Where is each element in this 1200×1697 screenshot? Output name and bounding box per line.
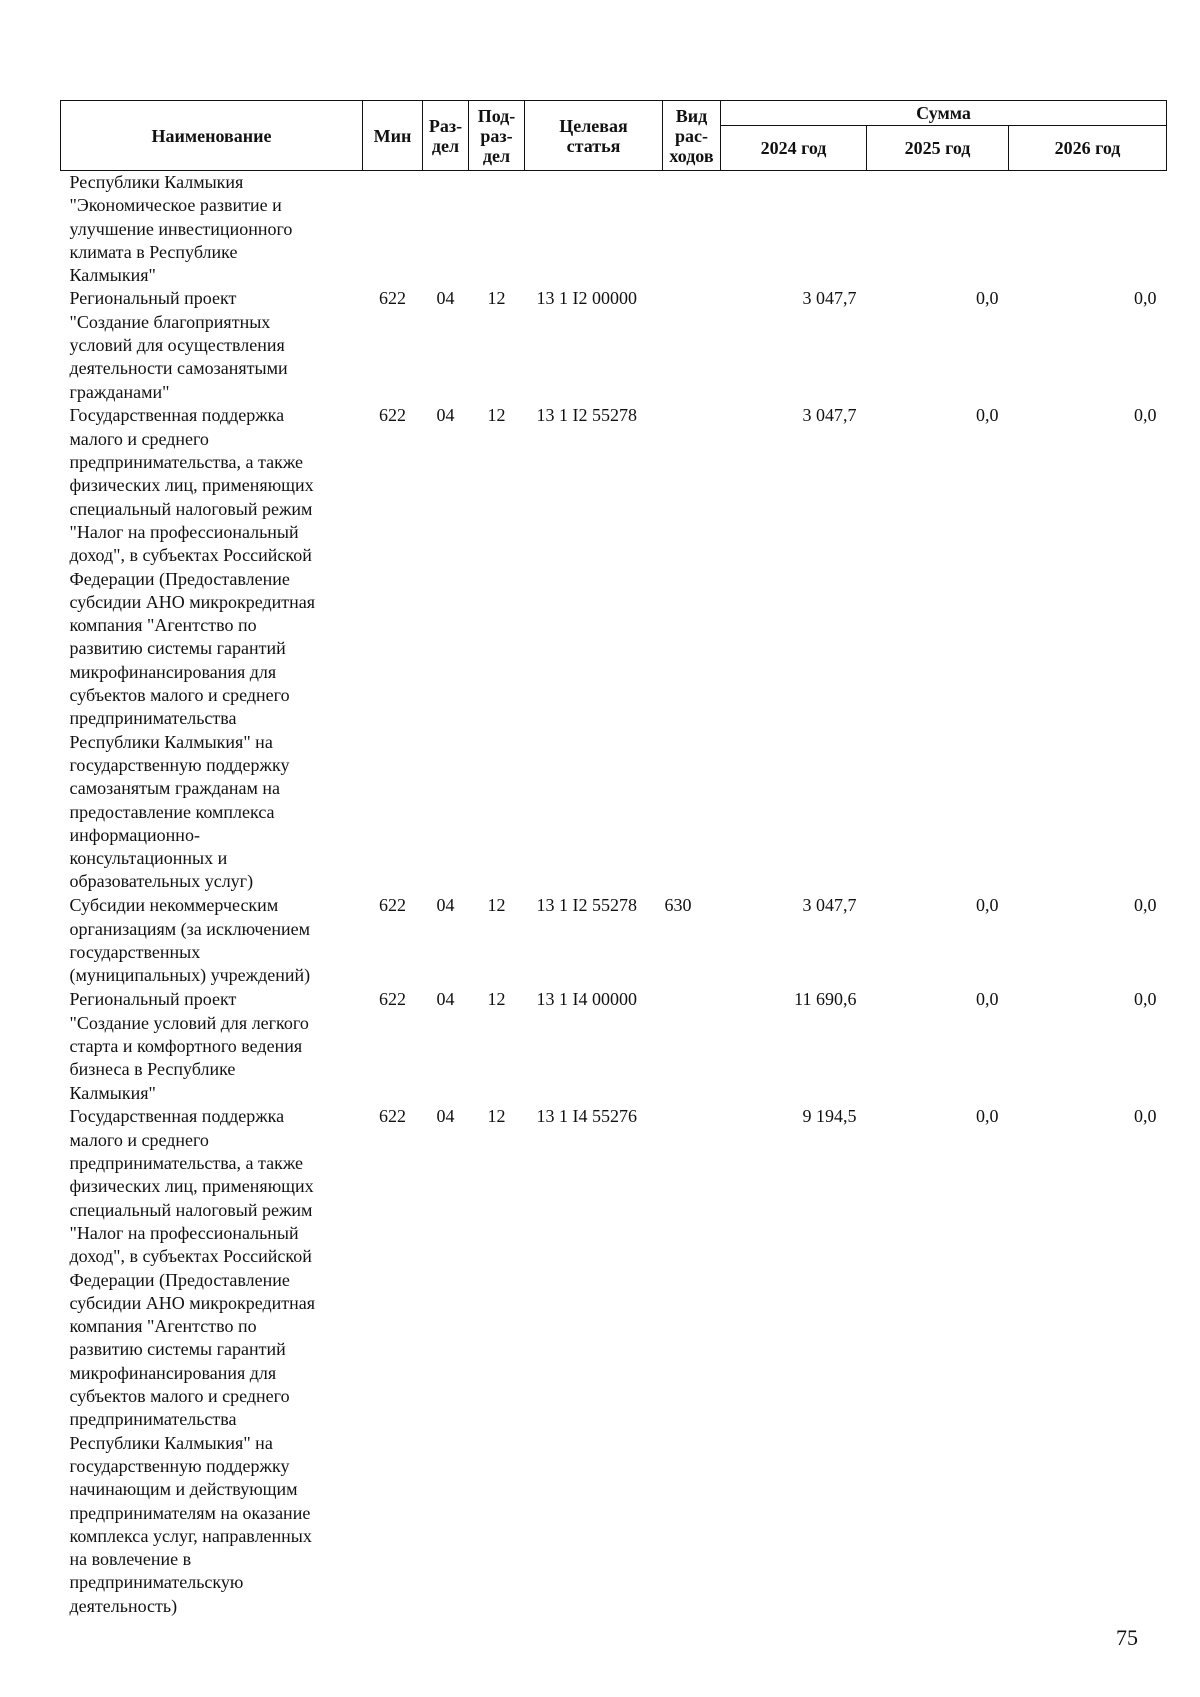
row-2026: 0,0: [1134, 989, 1157, 1010]
header-year-2026: 2026 год: [1009, 126, 1167, 171]
row-2025: 0,0: [976, 288, 999, 309]
row-name: Государственная поддержка малого и среднего предпринимательства, а также физических лиц, применяющих специальный налоговый режим "Налог на профессиональный доход", в субъектах Российской Федерации (Предоставление субсидии АНО микрокредитная компания "Агентство по развитию системы гарантий микрофинансирования для субъектов малого и среднего предпринимательства Республики Калмыкия" на государственную поддержку начинающим и действующим предпринимателям на оказание комплекса услуг, направленных на вовлечение в предпринимательскую деятельность): [69, 1106, 316, 1616]
page-number: 75: [1116, 1625, 1138, 1650]
row-name: Государственная поддержка малого и среднего предпринимательства, а также физических лиц, применяющих специальный налоговый режим "Налог на профессиональный доход", в субъектах Российской Федерации (Предоставление субсидии АНО микрокредитная компания "Агентство по развитию системы гарантий микрофинансирования для субъектов малого и среднего предпринимательства Республики Калмыкия" на государственную поддержку самозанятым гражданам на предоставление комплекса информационно- консультационных и образовательных услуг): [69, 405, 316, 892]
table-row: [61, 404, 1167, 894]
row-2025: 0,0: [976, 1106, 999, 1127]
row-vid: [663, 1105, 721, 1625]
header-year-2025: 2025 год: [867, 126, 1009, 171]
table-row: [61, 287, 1167, 404]
row-podrazdel: 12: [487, 895, 506, 916]
table-row: [61, 894, 1167, 988]
row-vid: [663, 404, 721, 894]
row-celevaya: [525, 171, 663, 288]
row-name: Республики Калмыкия "Экономическое развитие и улучшение инвестиционного климата в Республике Калмыкия": [69, 172, 293, 286]
row-podrazdel: 12: [487, 288, 506, 309]
header-podrazdel: [469, 101, 525, 171]
header-celevaya-text: Целевая статья: [559, 115, 628, 156]
header-razdel-text: Раз- дел: [428, 115, 463, 156]
row-min: 622: [379, 895, 406, 916]
row-celevaya: 13 1 I2 00000: [536, 288, 637, 309]
row-min: [363, 171, 423, 288]
row-2024: [721, 171, 867, 288]
row-razdel: [423, 171, 469, 288]
header-min: Мин: [363, 101, 423, 171]
row-2025: 0,0: [976, 405, 999, 426]
header-vid: [663, 101, 721, 171]
row-2024: 3 047,7: [802, 288, 857, 309]
row-2026: 0,0: [1134, 1106, 1157, 1127]
row-celevaya: 13 1 I2 55278: [536, 405, 637, 426]
row-name: Региональный проект "Создание благоприятных условий для осуществления деятельности самозанятыми гражданами": [69, 288, 288, 402]
row-razdel: 04: [436, 1106, 455, 1127]
row-2024: 3 047,7: [802, 895, 857, 916]
row-min: 622: [379, 1106, 406, 1127]
row-podrazdel: 12: [487, 1106, 506, 1127]
table-row: [61, 1105, 1167, 1625]
row-podrazdel: 12: [487, 405, 506, 426]
row-2026: 0,0: [1134, 288, 1157, 309]
row-2025: 0,0: [976, 989, 999, 1010]
row-2026: [1009, 171, 1167, 288]
row-razdel: 04: [436, 895, 455, 916]
row-min: 622: [379, 989, 406, 1010]
budget-table: [60, 100, 1167, 1625]
row-vid: [663, 988, 721, 1105]
row-2024: 9 194,5: [802, 1106, 857, 1127]
header-podrazdel-text: Под- раз- дел: [477, 105, 516, 166]
table-row: [61, 171, 1167, 288]
row-2025: [867, 171, 1009, 288]
header-celevaya: [525, 101, 663, 171]
row-vid: [663, 287, 721, 404]
row-celevaya: 13 1 I2 55278: [536, 895, 637, 916]
row-min: 622: [379, 288, 406, 309]
row-celevaya: 13 1 I4 00000: [536, 989, 637, 1010]
row-vid: [663, 171, 721, 288]
row-2026: 0,0: [1134, 895, 1157, 916]
row-podrazdel: [469, 171, 525, 288]
row-2025: 0,0: [976, 895, 999, 916]
row-2024: 11 690,6: [794, 989, 857, 1010]
row-name: Субсидии некоммерческим организациям (за исключением государственных (муниципальных) учреждений): [69, 895, 311, 986]
row-vid: 630: [664, 895, 692, 916]
row-celevaya: 13 1 I4 55276: [536, 1106, 637, 1127]
row-min: 622: [379, 405, 406, 426]
row-name: Региональный проект "Создание условий для легкого старта и комфортного ведения бизнеса в Республике Калмыкия": [69, 989, 309, 1103]
header-razdel: [423, 101, 469, 171]
header-summa: Сумма: [721, 101, 1167, 126]
header-year-2024: 2024 год: [721, 126, 867, 171]
table-row: [61, 988, 1167, 1105]
header-vid-text: Вид рас- ходов: [669, 105, 714, 166]
row-2024: 3 047,7: [802, 405, 857, 426]
row-razdel: 04: [436, 405, 455, 426]
table-header: [61, 101, 1167, 171]
row-razdel: 04: [436, 288, 455, 309]
row-2026: 0,0: [1134, 405, 1157, 426]
row-podrazdel: 12: [487, 989, 506, 1010]
row-razdel: 04: [436, 989, 455, 1010]
header-name: Наименование: [61, 101, 363, 171]
table-body: [61, 171, 1167, 1626]
